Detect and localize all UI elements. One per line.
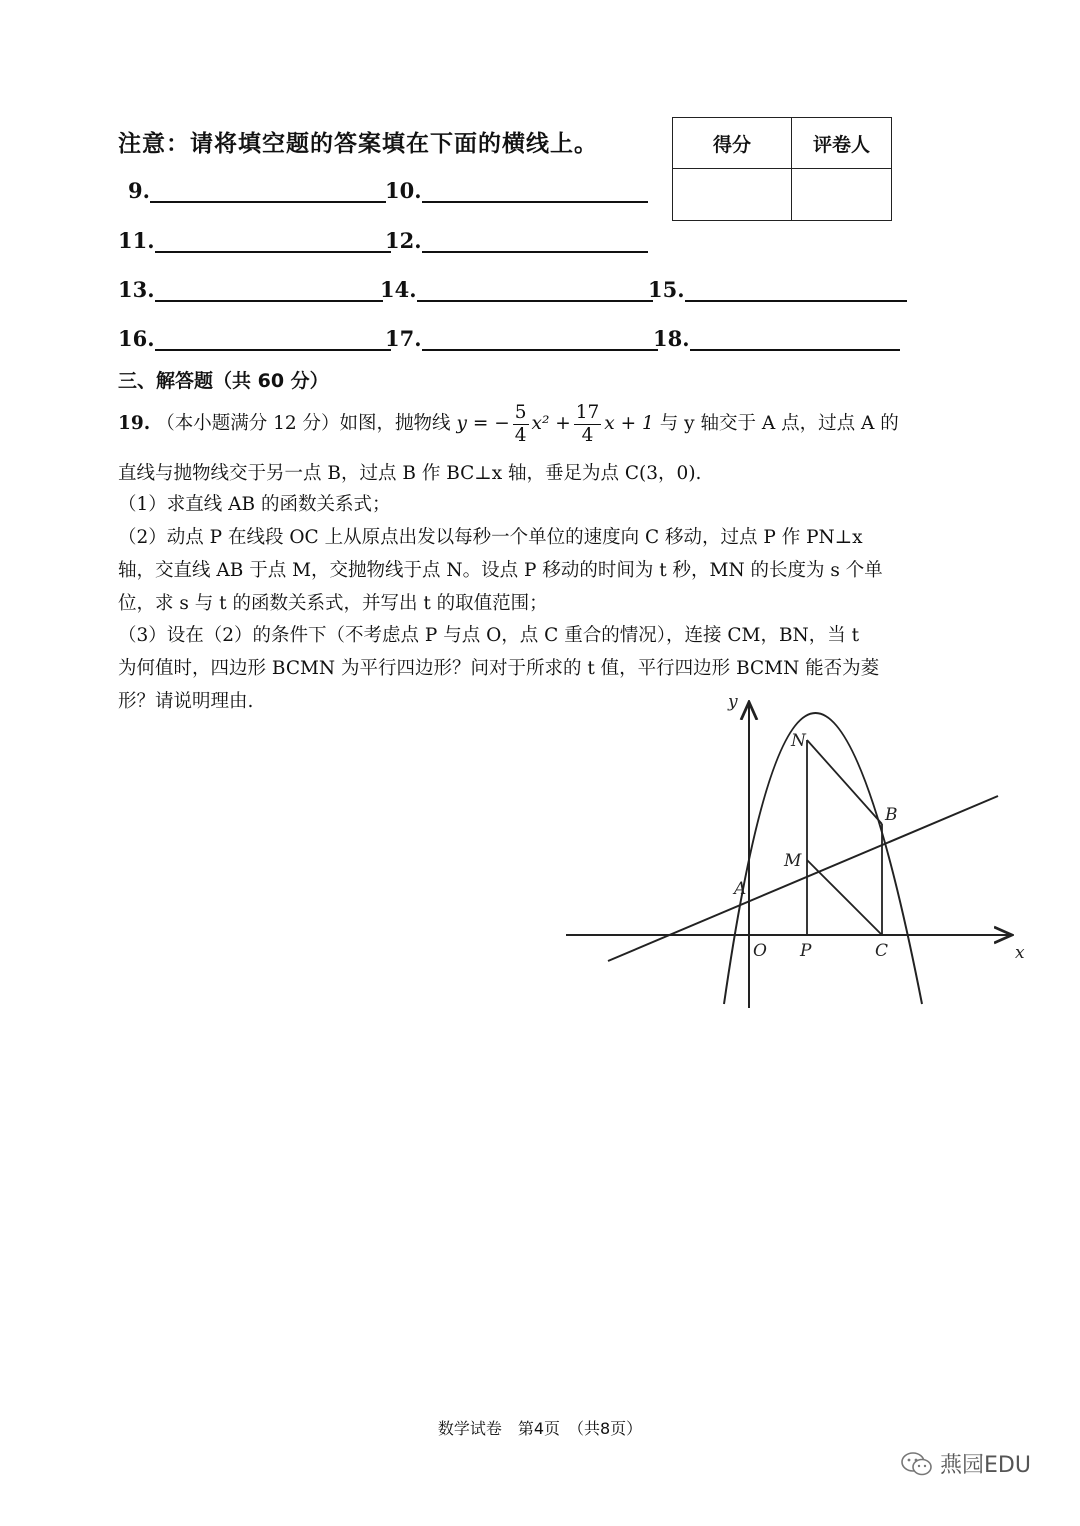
brand-name: 燕园EDU	[940, 1453, 1031, 1478]
label-a: A	[734, 879, 747, 899]
question-intro: 如图，抛物线	[339, 413, 451, 434]
page-footer: 数学试卷 第4页 （共8页）	[437, 1419, 643, 1438]
wechat-icon	[900, 1450, 934, 1478]
frac-den: 4	[514, 424, 527, 446]
blank-label: 10.	[385, 178, 422, 203]
frac-den: 4	[581, 424, 594, 446]
frac-num: 5	[514, 401, 527, 423]
line-ab	[608, 796, 998, 961]
blank-label: 11.	[118, 228, 155, 253]
blank-label: 18.	[653, 326, 690, 351]
q19-part1: （1）求直线 AB 的函数关系式；	[118, 494, 391, 515]
frac-num: 17	[575, 401, 600, 423]
section-title: 三、解答题（共 60 分）	[118, 370, 329, 392]
label-y: y	[728, 692, 738, 712]
q19-part3-line2: 为何值时，四边形 BCMN 为平行四边形？问对于所求的 t 值，平行四边形 BCMN 能否为菱	[118, 658, 880, 679]
q19-part3-line3: 形？请说明理由.	[118, 691, 254, 712]
q19-part2-line2: 轴，交直线 AB 于点 M，交抛物线于点 N。设点 P 移动的时间为 t 秒，MN 的长度为 s 个单	[118, 560, 883, 581]
blank-label: 17.	[385, 326, 422, 351]
formula-part: x² +	[531, 413, 571, 434]
blank-label: 13.	[118, 277, 155, 302]
question-points: （本小题满分 12 分）	[156, 413, 340, 434]
blank-label: 14.	[380, 277, 417, 302]
formula-part: y = −	[456, 413, 510, 434]
blank-label: 9.	[128, 178, 150, 203]
q19-line2: 直线与抛物线交于另一点 B，过点 B 作 BC⊥x 轴，垂足为点 C(3，0).	[118, 463, 702, 484]
label-n: N	[791, 731, 806, 751]
score-header: 得分	[673, 118, 792, 169]
formula-part: x + 1	[604, 413, 654, 434]
brand-watermark	[900, 1448, 1031, 1479]
blank-label: 12.	[385, 228, 422, 253]
question-number: 19.	[118, 413, 151, 434]
segment-mc	[807, 860, 882, 935]
label-b: B	[885, 805, 898, 825]
notice-text: 注意：请将填空题的答案填在下面的横线上。	[118, 131, 598, 157]
question-intro-b: 与 y 轴交于 A 点，过点 A 的	[659, 413, 899, 434]
label-p: P	[800, 941, 812, 961]
q19-part2-line1: （2）动点 P 在线段 OC 上从原点出发以每秒一个单位的速度向 C 移动，过点 P 作 PN⊥x	[118, 527, 863, 548]
blank-label: 16.	[118, 326, 155, 351]
label-c: C	[875, 941, 889, 961]
label-o: O	[753, 941, 767, 961]
label-x: x	[1015, 943, 1025, 963]
grader-header: 评卷人	[792, 118, 892, 169]
blank-label: 15.	[648, 277, 685, 302]
segment-nb	[807, 740, 882, 824]
q19-part3-line1: （3）设在（2）的条件下（不考虑点 P 与点 O，点 C 重合的情况），连接 CM，BN，当 t	[118, 625, 860, 646]
label-m: M	[784, 851, 802, 871]
q19-part2-line3: 位，求 s 与 t 的函数关系式，并写出 t 的取值范围；	[118, 593, 548, 614]
